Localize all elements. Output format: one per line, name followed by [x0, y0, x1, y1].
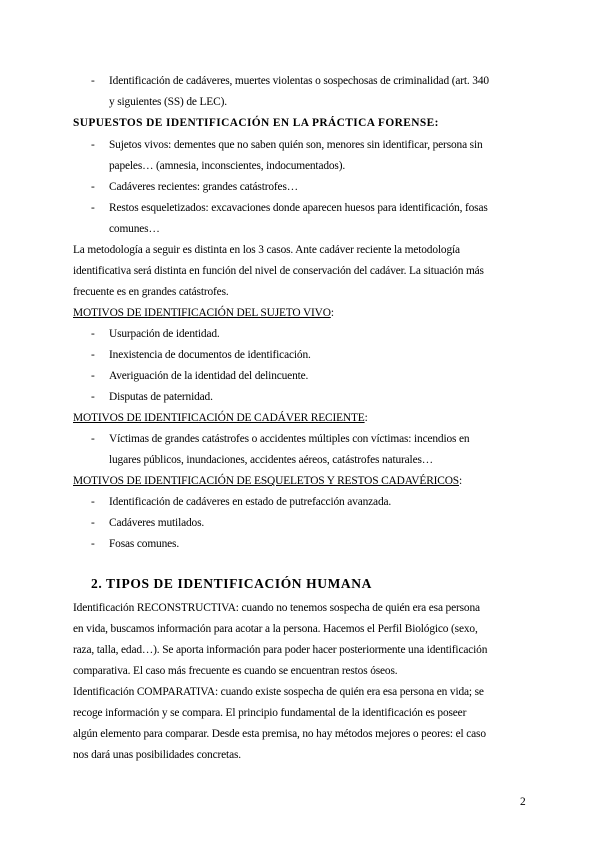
supuestos-item: papeles… (amnesia, inconscientes, indocumentados). — [109, 160, 346, 172]
esqueletos-heading-text: MOTIVOS DE IDENTIFICACIÓN DE ESQUELETOS Y RESTOS CADAVÉRICOS — [73, 475, 459, 487]
list-bullet: - — [91, 202, 95, 214]
heading-colon: : — [364, 412, 368, 424]
esqueletos-heading — [73, 474, 462, 488]
comparativa-paragraph-line: algún elemento para comparar. Desde esta premisa, no hay métodos mejores o peores: el caso — [73, 728, 486, 740]
list-bullet: - — [91, 370, 95, 382]
vivo-heading — [73, 306, 334, 320]
supuestos-item: Cadáveres recientes: grandes catástrofes… — [109, 181, 298, 193]
methodology-paragraph-line: frecuente es en grandes catástrofes. — [73, 286, 229, 298]
supuestos-item: comunes… — [109, 223, 160, 235]
heading-colon: : — [459, 475, 463, 487]
intro-item-line: y siguientes (SS) de LEC). — [109, 96, 227, 108]
vivo-item: Usurpación de identidad. — [109, 328, 220, 340]
comparativa-paragraph-line: recoge información y se compara. El principio fundamental de la identificación es poseer — [73, 707, 467, 719]
list-bullet: - — [91, 391, 95, 403]
reconstructiva-paragraph-line: en vida, buscamos información para acotar a la persona. Hacemos el Perfil Biológico (sexo, — [73, 623, 478, 635]
reconstructiva-paragraph-line: Identificación RECONSTRUCTIVA: cuando no tenemos sospecha de quién era esa persona — [73, 602, 480, 614]
esqueletos-item: Identificación de cadáveres en estado de putrefacción avanzada. — [109, 496, 392, 508]
methodology-paragraph-line: identificativa será distinta en función del nivel de conservación del cadáver. La situación más — [73, 265, 484, 277]
cadaver-item: lugares públicos, inundaciones, accidentes aéreos, catástrofes naturales… — [109, 454, 433, 466]
list-bullet: - — [91, 433, 95, 445]
vivo-item: Disputas de paternidad. — [109, 391, 213, 403]
list-bullet: - — [91, 517, 95, 529]
list-bullet: - — [91, 538, 95, 550]
esqueletos-item: Fosas comunes. — [109, 538, 180, 550]
supuestos-item: Sujetos vivos: dementes que no saben quién son, menores sin identificar, persona sin — [109, 139, 483, 151]
list-bullet: - — [91, 496, 95, 508]
reconstructiva-paragraph-line: raza, talla, edad…). Se aporta información para poder hacer posteriormente una identificación — [73, 644, 488, 656]
cadaver-heading-text: MOTIVOS DE IDENTIFICACIÓN DE CADÁVER RECIENTE — [73, 412, 365, 424]
methodology-paragraph-line: La metodología a seguir es distinta en los 3 casos. Ante cadáver reciente la metodología — [73, 244, 460, 256]
supuestos-item: Restos esqueletizados: excavaciones donde aparecen huesos para identificación, fosas — [109, 202, 488, 214]
vivo-item: Averiguación de la identidad del delincuente. — [109, 370, 309, 382]
esqueletos-item: Cadáveres mutilados. — [109, 517, 205, 529]
vivo-heading-text: MOTIVOS DE IDENTIFICACIÓN DEL SUJETO VIVO — [73, 307, 331, 319]
supuestos-heading: SUPUESTOS DE IDENTIFICACIÓN EN LA PRÁCTICA FORENSE: — [73, 117, 439, 129]
comparativa-paragraph-line: nos dará unas posibilidades concretas. — [73, 749, 241, 761]
list-bullet: - — [91, 349, 95, 361]
list-bullet: - — [91, 328, 95, 340]
page-number: 2 — [520, 796, 526, 808]
list-bullet: - — [91, 181, 95, 193]
section-2-heading: 2. TIPOS DE IDENTIFICACIÓN HUMANA — [91, 576, 372, 591]
comparativa-paragraph-line: Identificación COMPARATIVA: cuando existe sospecha de quién era esa persona en vida; se — [73, 686, 484, 698]
reconstructiva-paragraph-line: comparativa. El caso más frecuente es cuando se encuentran restos óseos. — [73, 665, 398, 677]
heading-colon: : — [330, 307, 334, 319]
cadaver-item: Víctimas de grandes catástrofes o accidentes múltiples con víctimas: incendios en — [109, 433, 470, 445]
list-bullet: - — [91, 139, 95, 151]
vivo-item: Inexistencia de documentos de identificación. — [109, 349, 311, 361]
list-bullet: - — [91, 75, 95, 87]
intro-item-line: Identificación de cadáveres, muertes violentas o sospechosas de criminalidad (art. 340 — [109, 75, 489, 87]
cadaver-heading — [73, 411, 368, 425]
